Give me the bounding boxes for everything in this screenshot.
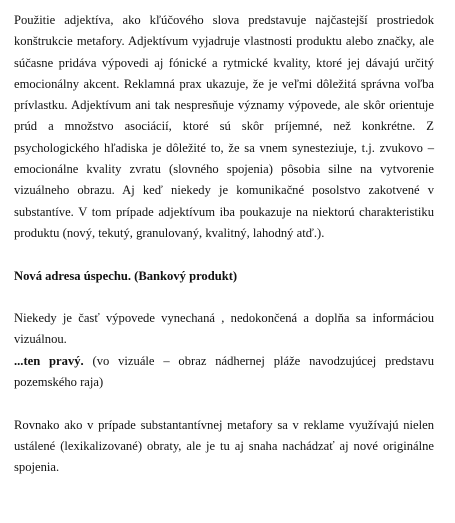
document-page <box>14 10 434 479</box>
paragraph-spacer <box>14 393 434 414</box>
paragraph-spacer <box>14 287 434 308</box>
paragraph-example <box>14 351 434 394</box>
example-slogan: ...ten pravý. <box>14 353 84 368</box>
example-description: (vo vizuále – obraz nádhernej pláže navodzujúcej predstavu pozemského raja) <box>14 353 435 390</box>
section-heading: Nová adresa úspechu. (Bankový produkt) <box>14 268 238 283</box>
paragraph-omitted-statement: Niekedy je časť výpovede vynechaná , nedokončená a doplňa sa informáciou vizuálnou. <box>14 311 434 347</box>
paragraph-spacer <box>14 244 434 265</box>
paragraph-substantive-metaphor: Rovnako ako v prípade substantantívnej metafory sa v reklame využívajú nielen ustálené (lexikalizované) obraty, ale je tu aj snaha nachádzať aj nové originálne spojenia. <box>14 417 434 475</box>
paragraph-adjective-metaphor: Použitie adjektíva, ako kľúčového slova predstavuje najčastejší prostriedok konštrukcie metafory. Adjektívum vyjadruje vlastnosti produktu alebo značky, ale súčasne pridáva výpovedi aj fónické a rytmické kvality, ktoré jej dávajú určitý emocionálny akcent. Reklamná prax ukazuje, že je veľmi dôležitá správna voľba prívlastku. Adjektívum ani tak nespresňuje významy výpovede, ale skôr orientuje prúd a množstvo asociácií, ktoré sú skôr príjemné, než konkrétne. Z psychologického hľadiska je dôležité to, že sa vnem synesteziuje, t.j. zvukovo – emocionálne kvality zvratu (slovného spojenia) pôsobia silne na vytvorenie vizuálneho obrazu. Aj keď niekedy je komunikačné posolstvo zakotvené v substantíve. V tom prípade adjektívum iba poukazuje na niektorú charakteristiku produktu (nový, tekutý, granulovaný, kvalitný, lahodný atď.). <box>14 13 434 240</box>
